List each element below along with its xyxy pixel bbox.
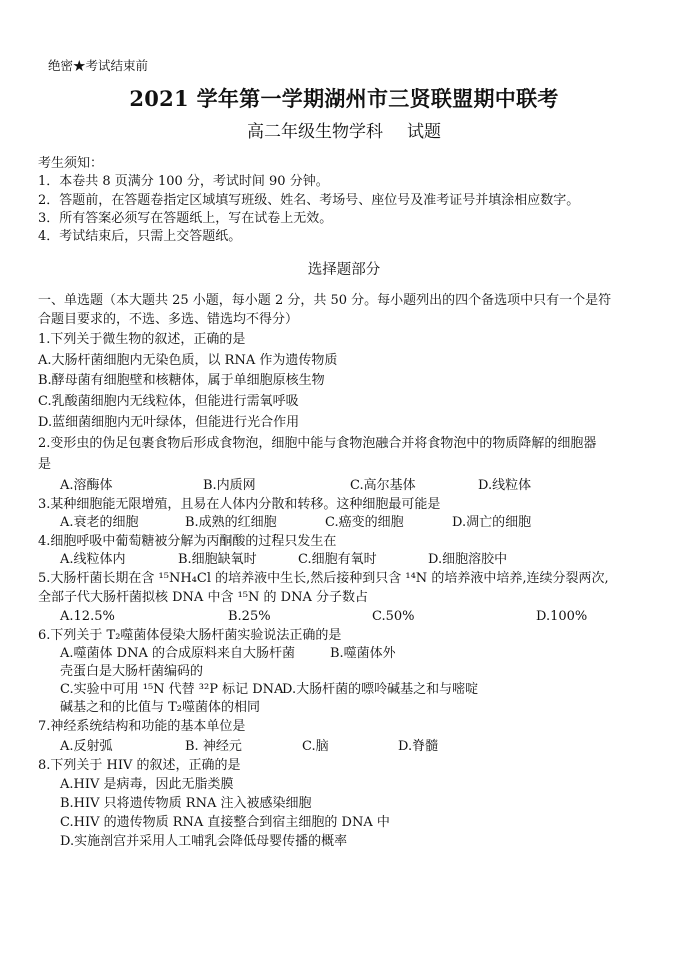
question-8-option-c: C.HIV 的遗传物质 RNA 直接整合到宿主细胞的 DNA 中 xyxy=(60,815,390,830)
question-4-stem: 4.细胞呼吸中葡萄糖被分解为丙酮酸的过程只发生在 xyxy=(38,534,337,549)
question-7-option-c: C.脑 xyxy=(302,739,329,754)
question-5-stem: 5.大肠杆菌长期在含 ¹⁵NH₄Cl 的培养液中生长,然后接种到只含 ¹⁴N 的培养液中培养,连续分裂两次, xyxy=(38,571,609,586)
question-5-option-b: B.25% xyxy=(228,609,271,624)
subject-title-main: 高二年级生物学科 xyxy=(247,122,383,142)
secret-label: 绝密★考试结束前 xyxy=(48,58,149,73)
question-8-option-b: B.HIV 只将遗传物质 RNA 注入被感染细胞 xyxy=(60,796,312,811)
question-8-stem: 8.下列关于 HIV 的叙述，正确的是 xyxy=(38,758,241,773)
exam-title: 2021 学年第一学期湖州市三贤联盟期中联考 xyxy=(129,86,559,111)
question-3-option-a: A.衰老的细胞 xyxy=(60,515,139,530)
notice-item: 2．答题前，在答题卷指定区域填写班级、姓名、考场号、座位号及准考证号并填涂相应数字。 xyxy=(38,193,580,208)
question-5-option-a: A.12.5% xyxy=(60,609,115,624)
question-6-option-d: D.大肠杆菌的嘌呤碱基之和与嘧啶 xyxy=(282,682,479,697)
question-6-option-b: B.噬菌体外 xyxy=(330,646,396,661)
question-3-stem: 3.某种细胞能无限增殖，且易在人体内分散和转移。这种细胞最可能是 xyxy=(38,497,441,512)
part-intro-line2: 合题目要求的，不选、多选、错选均不得分） xyxy=(38,312,299,327)
notice-item: 3．所有答案必须写在答题纸上，写在试卷上无效。 xyxy=(38,211,333,226)
question-7-option-a: A.反射弧 xyxy=(60,739,113,754)
question-1-stem: 1.下列关于微生物的叙述，正确的是 xyxy=(38,332,246,347)
question-2-option-d: D.线粒体 xyxy=(478,478,532,493)
question-6-option-b-cont: 壳蛋白是大肠杆菌编码的 xyxy=(60,664,204,679)
section-title: 选择题部分 xyxy=(307,262,381,278)
question-3-option-c: C.癌变的细胞 xyxy=(325,515,404,530)
subject-title xyxy=(0,121,688,143)
question-3-option-d: D.凋亡的细胞 xyxy=(452,515,532,530)
question-4-option-d: D.细胞溶胶中 xyxy=(428,552,508,567)
question-8-option-a: A.HIV 是病毒，因此无脂类膜 xyxy=(60,777,234,792)
question-5-option-c: C.50% xyxy=(372,609,415,624)
part-intro-line1: 一、单选题（本大题共 25 小题，每小题 2 分，共 50 分。每小题列出的四个备选项中只有一个是符 xyxy=(38,293,612,308)
question-5-stem-cont: 全部子代大肠杆菌拟核 DNA 中含 ¹⁵N 的 DNA 分子数占 xyxy=(38,590,368,605)
question-8-option-d: D.实施剖宫并采用人工哺乳会降低母婴传播的概率 xyxy=(60,834,348,849)
question-4-option-a: A.线粒体内 xyxy=(60,552,126,567)
question-2-option-a: A.溶酶体 xyxy=(60,478,113,493)
question-7-option-d: D.脊髓 xyxy=(398,739,439,754)
question-1-option-a: A.大肠杆菌细胞内无染色质，以 RNA 作为遗传物质 xyxy=(38,353,338,368)
question-1-option-c: C.乳酸菌细胞内无线粒体，但能进行需氧呼吸 xyxy=(38,394,299,409)
question-6-option-a: A.噬菌体 DNA 的合成原料来自大肠杆菌 xyxy=(60,646,295,661)
question-6-stem: 6.下列关于 T₂噬菌体侵染大肠杆菌实验说法正确的是 xyxy=(38,628,342,643)
question-7-option-b: B. 神经元 xyxy=(185,739,242,754)
question-6-option-d-cont: 碱基之和的比值与 T₂噬菌体的相同 xyxy=(60,700,261,715)
question-7-stem: 7.神经系统结构和功能的基本单位是 xyxy=(38,719,246,734)
question-2-option-b: B.内质网 xyxy=(203,478,256,493)
question-4-option-b: B.细胞缺氧时 xyxy=(178,552,257,567)
question-4-option-c: C.细胞有氧时 xyxy=(298,552,377,567)
question-2-stem: 2.变形虫的伪足包裹食物后形成食物泡，细胞中能与食物泡融合并将食物泡中的物质降解的细胞器 xyxy=(38,436,597,451)
subject-title-suffix: 试题 xyxy=(407,122,441,142)
notice-item: 4．考试结束后，只需上交答题纸。 xyxy=(38,229,242,244)
notice-heading: 考生须知： xyxy=(38,156,104,171)
question-1-option-d: D.蓝细菌细胞内无叶绿体，但能进行光合作用 xyxy=(38,415,300,430)
question-5-option-d: D.100% xyxy=(536,609,588,624)
question-6-option-c: C.实验中可用 ¹⁵N 代替 ³²P 标记 DNA xyxy=(60,682,284,697)
notice-item: 1．本卷共 8 页满分 100 分，考试时间 90 分钟。 xyxy=(38,174,329,189)
question-2-option-c: C.高尔基体 xyxy=(350,478,416,493)
question-1-option-b: B.酵母菌有细胞壁和核糖体，属于单细胞原核生物 xyxy=(38,373,325,388)
question-2-stem-cont: 是 xyxy=(38,457,52,472)
question-3-option-b: B.成熟的红细胞 xyxy=(185,515,277,530)
